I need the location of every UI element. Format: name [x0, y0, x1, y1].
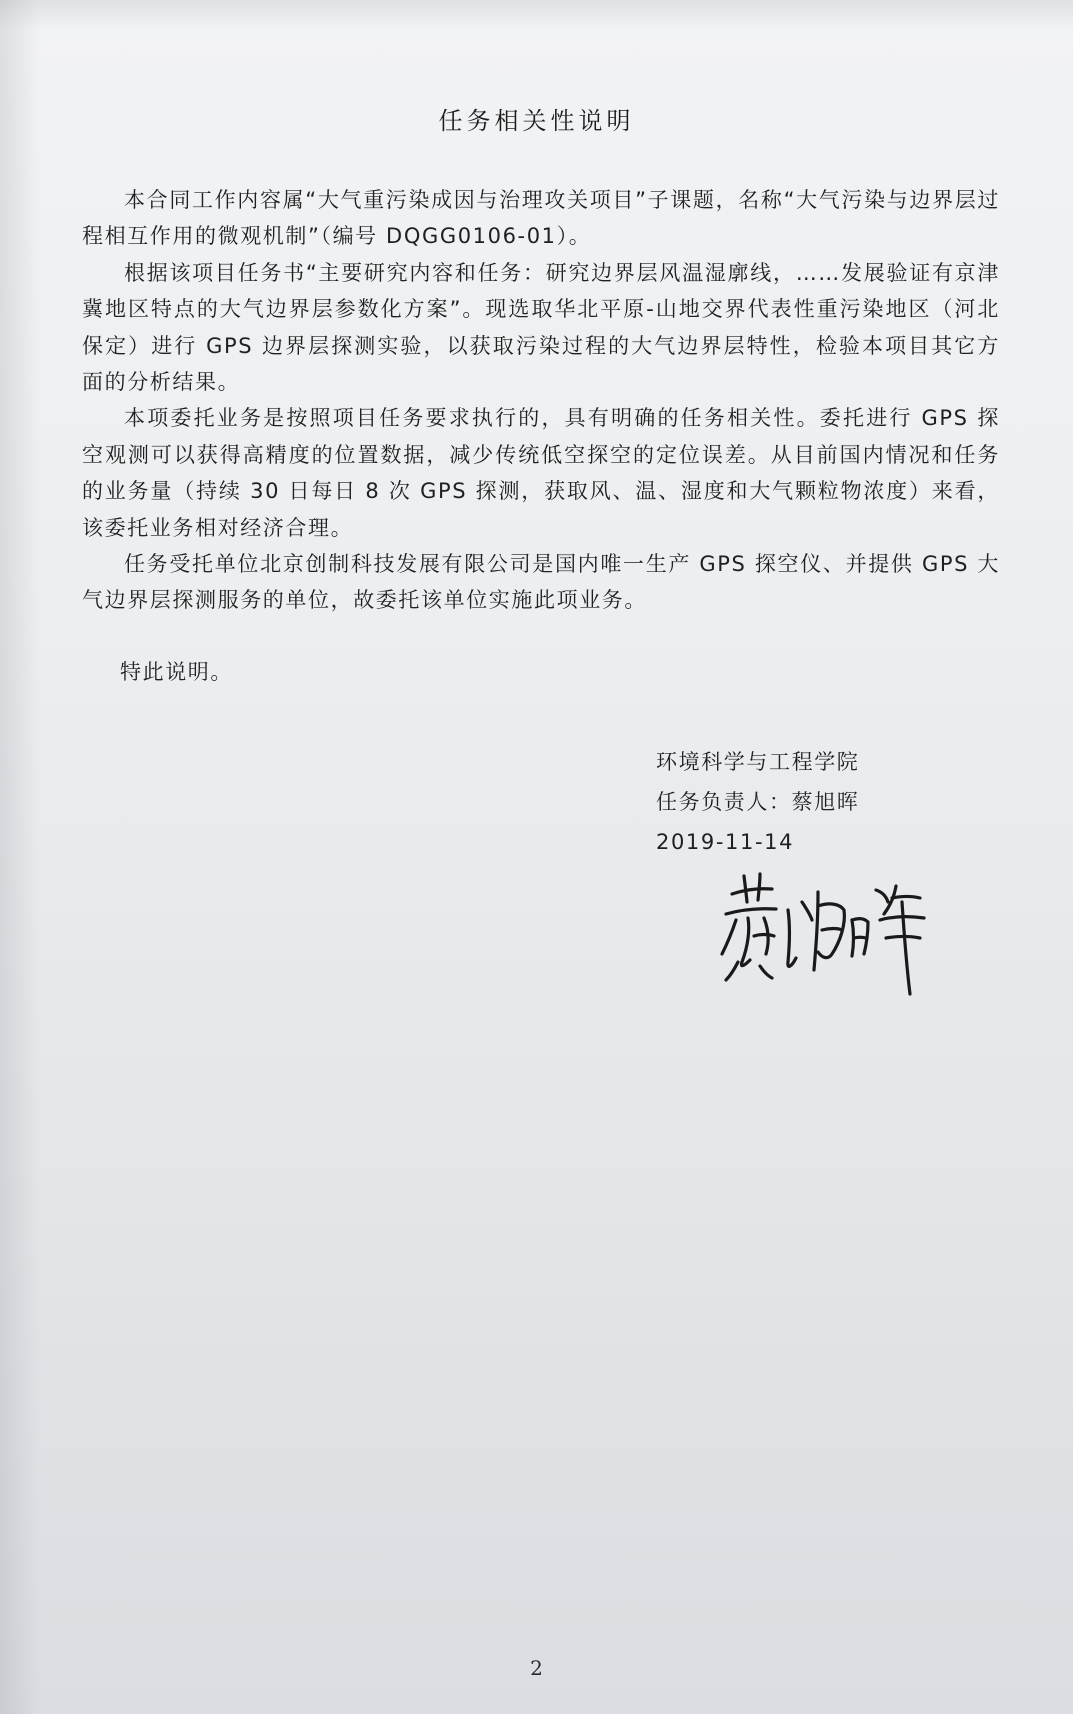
- handwritten-signature: [714, 862, 934, 1002]
- closing-statement: 特此说明。: [120, 660, 233, 684]
- document-title: 任务相关性说明: [438, 107, 635, 135]
- institution-name: 环境科学与工程学院: [656, 750, 860, 774]
- page-number: 2: [530, 1656, 543, 1680]
- paragraph-4: 任务受托单位北京创制科技发展有限公司是国内唯一生产 GPS 探空仪、并提供 GPS 大气边界层探测服务的单位，故委托该单位实施此项业务。: [82, 552, 1000, 613]
- paragraph-1: 本合同工作内容属“大气重污染成因与治理攻关项目”子课题，名称“大气污染与边界层过程相互作用的微观机制”（编号 DQGG0106-01）。: [82, 188, 1000, 249]
- paragraph-2: 根据该项目任务书“主要研究内容和任务：研究边界层风温湿廓线，……发展验证有京津冀地区特点的大气边界层参数化方案”。现选取华北平原-山地交界代表性重污染地区（河北保定）进行 GPS 边界层探测实验，以获取污染过程的大气边界层特性，检验本项目其它方面的分析结果。: [82, 260, 1000, 395]
- page-shadow-left: [0, 0, 40, 1714]
- document-body: [82, 182, 1000, 619]
- paragraph-3: 本项委托业务是按照项目任务要求执行的，具有明确的任务相关性。委托进行 GPS 探空观测可以获得高精度的位置数据，减少传统低空探空的定位误差。从目前国内情况和任务的业务量（持续 30 日每日 8 次 GPS 探测，获取风、温、湿度和大气颗粒物浓度）来看，该委托业务相对经济合理。: [82, 406, 1000, 540]
- sign-date: 2019-11-14: [656, 830, 795, 854]
- page-shadow-top: [0, 0, 1073, 30]
- person-in-charge: 任务负责人：蔡旭晖: [656, 790, 860, 814]
- signature-block: [656, 742, 859, 862]
